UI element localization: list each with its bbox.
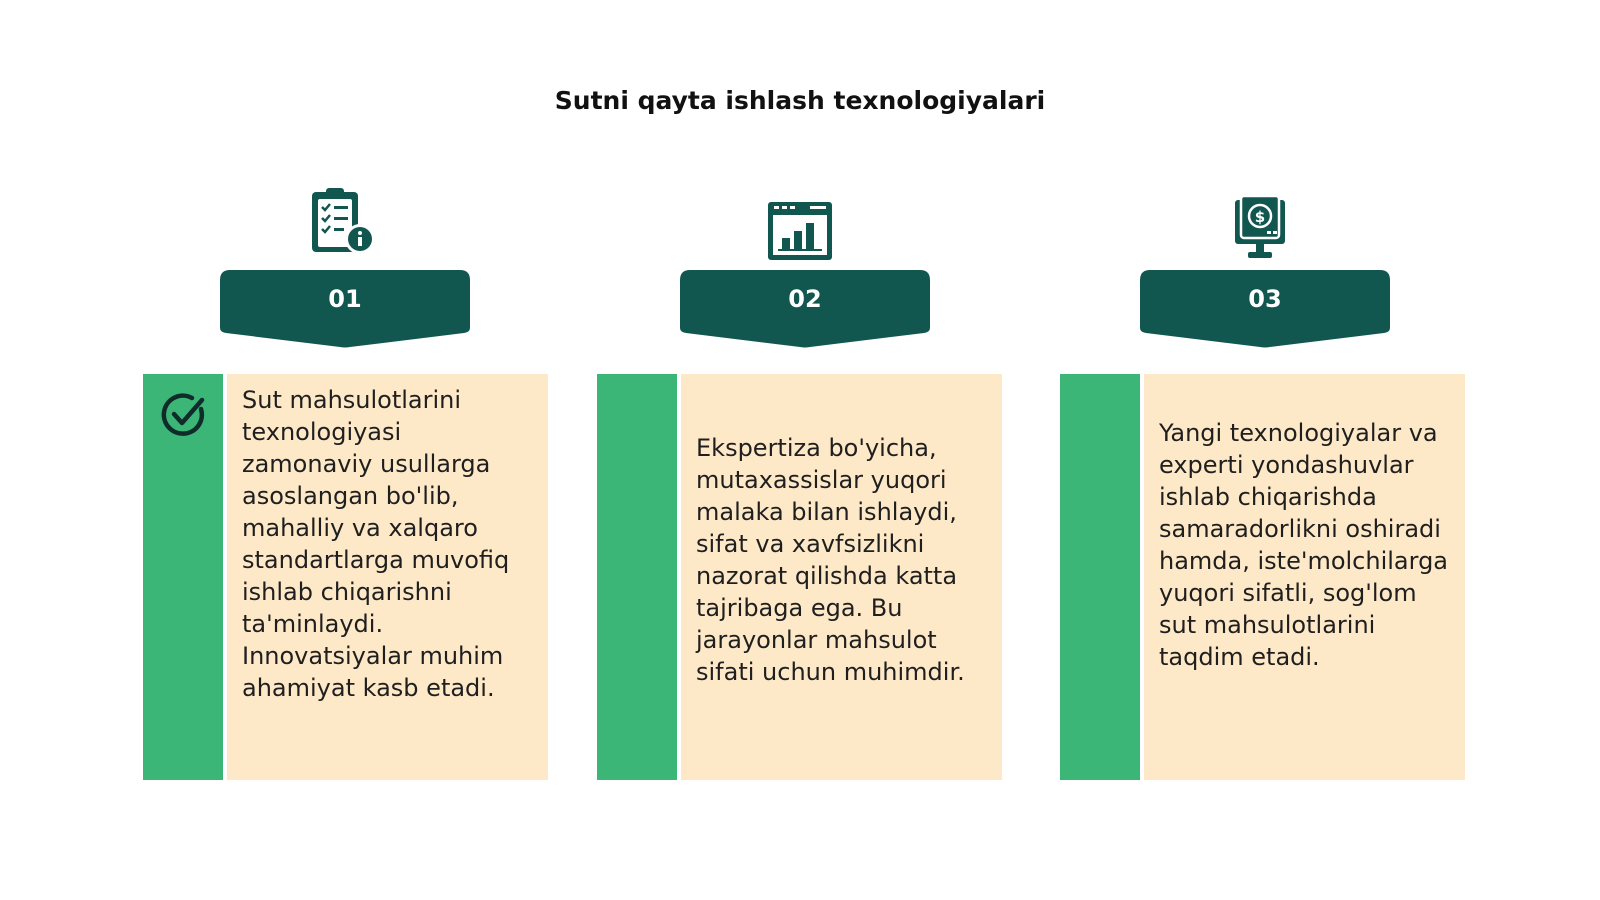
card-accent-stripe	[1060, 374, 1140, 780]
card-body	[681, 374, 1002, 780]
step-tab-03	[1140, 270, 1390, 350]
card-accent-stripe	[143, 374, 223, 780]
step-number: 03	[1248, 285, 1282, 313]
step-tab-01	[220, 270, 470, 350]
step-number: 01	[328, 285, 362, 313]
step-description: Sut mahsulotlarini texnologiyasi zamonaviy usullarga asoslangan bo'lib, mahalliy va xalqaro standartlarga muvofiq ishlab chiqarishni ta'minlaydi. Innovatsiyalar muhim ahamiyat kasb etadi.	[242, 386, 510, 702]
diagram-title: Sutni qayta ishlash texnologiyalari	[554, 86, 1046, 115]
step-card-01	[143, 374, 548, 780]
step-card-02	[597, 374, 1002, 780]
step-description: Yangi texnologiyalar va experti yondashuvlar ishlab chiqarishda samaradorlikni oshiradi hamda, iste'molchilarga yuqori sifatli, sog'lom sut mahsulotlarini taqdim etadi.	[1159, 419, 1449, 671]
svg-text:$: $	[1254, 208, 1266, 226]
card-body	[227, 374, 548, 780]
bar-chart-window-icon	[766, 196, 836, 266]
clipboard-checklist-info-icon	[309, 186, 379, 256]
card-accent-stripe	[597, 374, 677, 780]
step-number: 02	[788, 285, 822, 313]
check-circle-icon	[161, 392, 207, 438]
step-tab-02	[680, 270, 930, 350]
step-card-03	[1060, 374, 1465, 780]
monitor-dollar-icon	[1229, 194, 1299, 264]
card-body	[1144, 374, 1465, 780]
step-description: Ekspertiza bo'yicha, mutaxassislar yuqori malaka bilan ishlaydi, sifat va xavfsizlikni nazorat qilishda katta tajribaga ega. Bu jarayonlar mahsulot sifati uchun muhimdir.	[696, 434, 965, 686]
